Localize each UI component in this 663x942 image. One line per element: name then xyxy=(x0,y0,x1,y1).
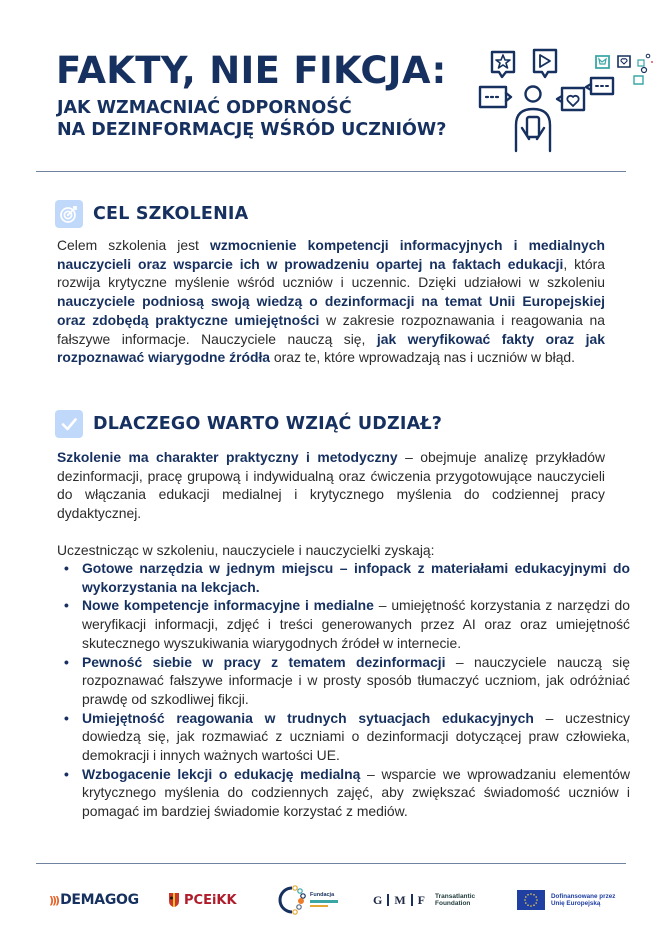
subtitle-line-2: NA DEZINFORMACJĘ WŚRÓD UCZNIÓW? xyxy=(57,120,447,140)
gmf-line-2: Foundation xyxy=(435,900,471,907)
gmf-letter: G xyxy=(373,892,383,907)
bullet-bold: Nowe kompetencje informacyjne i medialne xyxy=(82,597,374,614)
gmf-logo-text xyxy=(435,893,475,908)
text-run: w zakresie rozpoznawania i reagowania na fałszywe informacje. Nauczyciele nauczą się, xyxy=(57,311,605,347)
eu-line-1: Dofinansowane przez xyxy=(551,892,616,900)
footer-divider xyxy=(36,863,626,864)
target-icon xyxy=(55,200,83,228)
pceikk-logo xyxy=(168,880,237,920)
section-cel-szkolenia-heading xyxy=(55,200,248,228)
partner-logos xyxy=(36,880,626,920)
section-2-paragraph xyxy=(57,448,605,523)
eu-funding-logo xyxy=(517,880,615,920)
pceikk-logo-text: PCEiKK xyxy=(184,892,237,908)
gmf-line-1: Transatlantic xyxy=(435,892,476,900)
gmf-letter: F xyxy=(417,892,426,907)
list-item xyxy=(82,596,630,652)
list-item xyxy=(82,765,630,821)
text-run-bold: jak weryfikować fakty oraz jak rozpoznawać wiarygodne źródła xyxy=(57,330,605,366)
circle-of-flowers-icon xyxy=(278,884,306,916)
section-title: DLACZEGO WARTO WZIĄĆ UDZIAŁ? xyxy=(93,414,443,434)
text-run: – obejmuje analizę przykładów dezinformacji, pracę grupową i indywidualną oraz ćwiczenia przygotowujące nauczycieli do włączania edukacji medialnej i krytycznego myślenia do codziennej pracy dydaktycznej. xyxy=(57,449,605,522)
page-subtitle xyxy=(57,97,446,141)
section-title: CEL SZKOLENIA xyxy=(93,204,249,224)
bullet-bold: Umiejętność reagowania w trudnych sytuacjach edukacyjnych xyxy=(82,709,534,726)
person-with-phone-and-speech-bubbles-icon xyxy=(478,44,653,154)
benefits-intro: Uczestnicząc w szkoleniu, nauczyciele i nauczycielki zyskają: xyxy=(57,542,435,558)
gmf-separator xyxy=(411,894,413,906)
list-item xyxy=(82,709,630,765)
bullet-text: – uczestnicy dowiedzą się, jak rozmawiać z uczniami o dezinformacji dotyczącej praw człowieka, demokracji i innych ważnych wartości UE. xyxy=(82,709,630,764)
bullet-bold: Gotowe narzędzia w jednym miejscu – infopack z materiałami edukacyjnymi do wykorzystania na lekcjach. xyxy=(82,560,630,595)
fundacja-label: Fundacja xyxy=(310,892,335,899)
section-dlaczego-warto-heading xyxy=(55,410,442,438)
text-run: Celem szkolenia jest xyxy=(57,237,211,253)
bullet-bold: Wzbogacenie lekcji o edukację medialną xyxy=(82,765,361,782)
list-item xyxy=(82,653,630,709)
section-1-paragraph xyxy=(57,236,605,367)
gmf-logo xyxy=(373,880,475,920)
fundacja-name-bar xyxy=(310,900,338,903)
benefits-list xyxy=(57,559,630,821)
fundacja-logo-text xyxy=(310,893,338,907)
bullet-text: – wsparcie we wprowadzaniu elementów krytycznego myślenia do codziennych zajęć, aby zwiększać świadomość uczniów i pomagać im bardziej świadomie korzystać z mediów. xyxy=(82,765,631,820)
list-item xyxy=(82,559,630,596)
signal-waves-icon: ))) xyxy=(49,893,59,907)
header-divider xyxy=(36,171,626,172)
bullet-text: – nauczyciele nauczą się rozpoznawać fałszywe informacje i w prosty sposób tłumaczyć uczniom, jak odróżniać prawdę od szkodliwej fikcji. xyxy=(82,653,630,707)
gmf-separator xyxy=(387,894,389,906)
gmf-letter: M xyxy=(394,892,406,907)
checkmark-icon xyxy=(55,410,83,438)
demagog-logo-text: DEMAGOG xyxy=(60,892,139,908)
eu-line-2: Unię Europejską xyxy=(551,900,601,907)
bullet-bold: Pewność siebie w pracy z tematem dezinformacji xyxy=(82,653,446,670)
text-run: , która rozwija krytyczne myślenie wśród uczniów i uczennic. Dzięki udziałowi w szkoleniu xyxy=(57,255,605,291)
eu-flag-icon xyxy=(517,890,545,910)
text-run-bold: nauczyciele podniosą swoją wiedzą o dezinformacji na temat Unii Europejskiej oraz zdobędą praktyczne umiejętności xyxy=(57,293,605,328)
subtitle-line-1: JAK WZMACNIAĆ ODPORNOŚĆ xyxy=(57,98,352,118)
page-title: FAKTY, NIE FIKCJA: xyxy=(56,49,447,92)
coat-of-arms-icon xyxy=(168,892,180,908)
fundacja-logo xyxy=(278,880,338,920)
text-run: oraz te, które wprowadzają nas i uczniów w błąd. xyxy=(270,349,576,366)
bullet-text: – umiejętność korzystania z narzędzi do weryfikacji informacji, zdjęć i treści generowanych przez AI oraz oraz umiejętność skutecznego wyszukiwania wiarygodnych źródeł w internecie. xyxy=(82,597,631,651)
fundacja-tagline-bar xyxy=(310,905,328,907)
eu-funding-text xyxy=(551,893,615,908)
demagog-logo xyxy=(49,880,139,920)
text-run-bold: Szkolenie ma charakter praktyczny i metodyczny xyxy=(57,449,398,465)
text-run-bold: wzmocnienie kompetencji informacyjnych i medialnych nauczycieli oraz wsparcie ich w prowadzeniu opartej na faktach edukacji xyxy=(57,237,605,272)
